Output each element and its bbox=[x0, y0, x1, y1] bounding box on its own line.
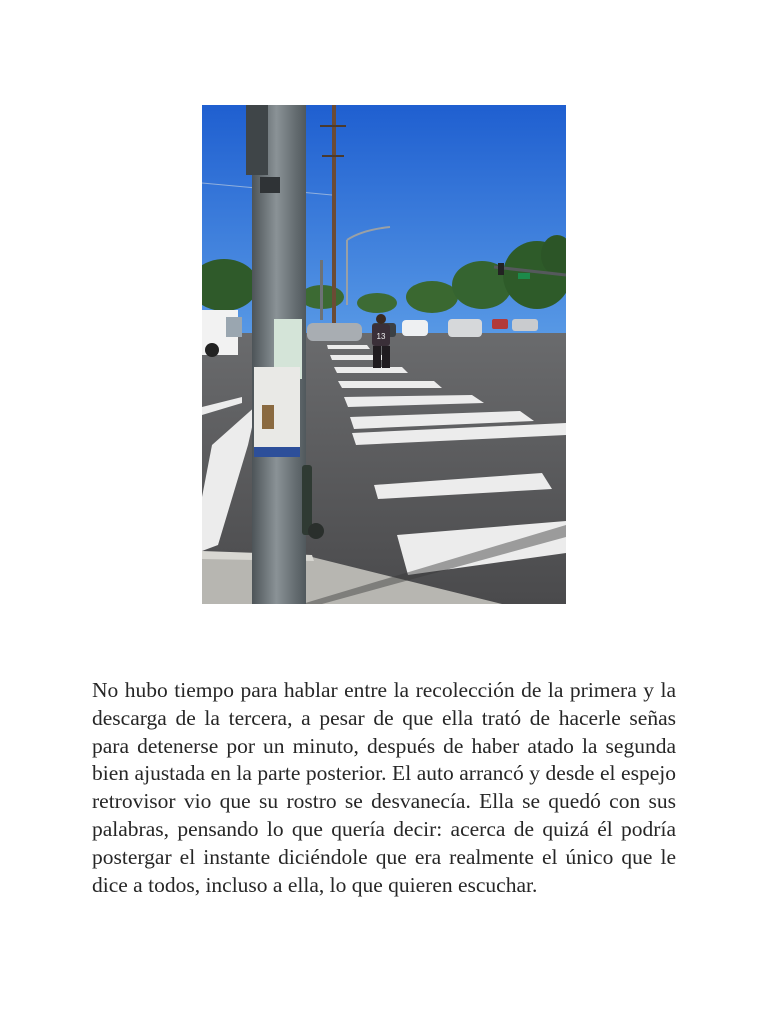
jersey-number: 13 bbox=[376, 332, 386, 341]
posted-notice bbox=[254, 367, 300, 447]
body-paragraph: No hubo tiempo para hablar entre la recolección de la primera y la descarga de la tercera, a pesar de que ella trató de hacerle señas para detenerse por un minuto, después de haber atado la segunda bien ajustada en la parte posterior. El auto arrancó y desde el espejo retrovisor vio que su rostro se desvanecía. Ella se quedó con sus palabras, pensando lo que quería decir: acerca de quizá él podría postergar el instante diciéndole que era realmente el único que le dice a todos, incluso a ella, lo que quieren escuchar. bbox=[92, 678, 676, 897]
photo-graphic bbox=[202, 105, 566, 604]
crosswalk-button bbox=[302, 465, 312, 535]
street-crosswalk-photo bbox=[202, 105, 566, 604]
